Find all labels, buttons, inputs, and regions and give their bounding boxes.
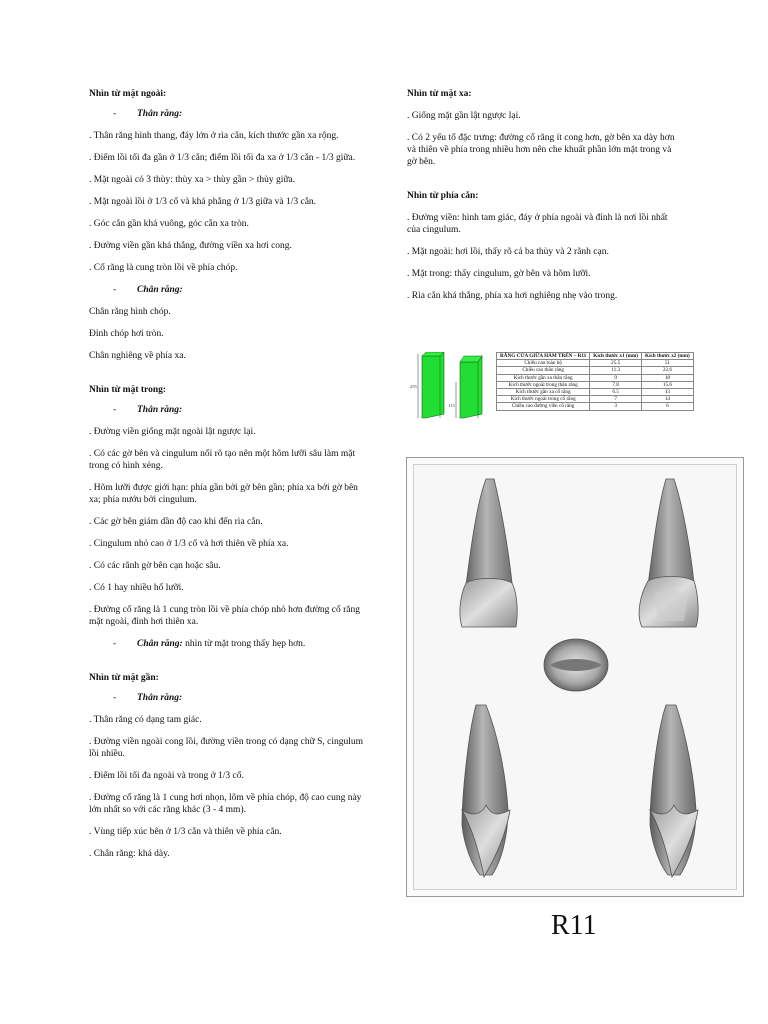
spacer <box>89 230 364 240</box>
table-row <box>497 396 694 403</box>
text-paragraph: . Đường cổ răng là 1 cung tròn lồi về phía chóp nhỏ hơn đường cổ răng mặt ngoài, đỉnh hơi thiên xa. <box>89 605 360 627</box>
spacer <box>89 164 364 174</box>
block-left <box>422 352 444 418</box>
spacer <box>89 528 364 538</box>
text-paragraph: . Giống mặt gần lật ngược lại. <box>407 111 521 121</box>
tooth-drawings <box>414 465 738 891</box>
subsection-text: nhìn từ mặt trong thấy hẹp hơn. <box>182 639 306 649</box>
spacer <box>89 100 364 108</box>
illustration-panel <box>413 464 737 890</box>
text-paragraph: . Cổ răng là cung tròn lồi về phía chóp. <box>89 263 238 273</box>
text-paragraph: . Đường viền: hình tam giác, đáy ở phía ngoài và đỉnh là nơi lồi nhất của cingulum. <box>407 213 668 235</box>
spacer <box>89 838 364 848</box>
subsection-heading <box>89 108 364 120</box>
table-row <box>497 360 694 367</box>
text-paragraph: . Đường viền ngoài cong lồi, đường viền trong có dạng chữ S, cingulum lồi nhiều. <box>89 737 364 759</box>
block-right-top <box>460 356 482 362</box>
table-cell: 51 <box>642 360 694 367</box>
text-paragraph: . Cingulum nhỏ cao ở 1/3 cổ và hơi thiên về phía xa. <box>89 539 289 549</box>
subsection-label: Chân răng: <box>137 285 183 295</box>
section-heading: Nhìn từ phía cắn: <box>407 191 479 201</box>
text-paragraph: . Điểm lồi tối đa ngoài và trong ở 1/3 cổ. <box>89 771 244 781</box>
text-paragraph: . Mặt trong: thấy cingulum, gờ bên và hõm lưỡi. <box>407 269 591 279</box>
bullet-dash: - <box>113 639 117 649</box>
spacer <box>89 208 364 218</box>
table-header-cell: RĂNG CỬA GIỮA HÀM TRÊN – R11 <box>497 353 590 360</box>
spacer <box>89 506 364 516</box>
table-cell: Chiều cao toàn bộ <box>497 360 590 367</box>
spacer <box>407 202 682 212</box>
block-right <box>460 356 482 418</box>
text-paragraph: . Mặt ngoài có 3 thùy: thùy xa > thùy gần > thùy giữa. <box>89 175 296 185</box>
table-cell: 3 <box>590 403 642 410</box>
table-cell: Chiều cao thân răng <box>497 367 590 374</box>
table-cell: 7.8 <box>590 381 642 388</box>
tooth-illustration-frame <box>406 457 744 897</box>
text-paragraph: . Chân răng: khá dày. <box>89 849 170 859</box>
table-cell: Chiều cao đường viền cổ răng <box>497 403 590 410</box>
table-header-cell: Kích thước x2 (mm) <box>642 353 694 360</box>
spacer <box>407 122 682 132</box>
table-cell: Kích thước ngoài trong thân răng <box>497 381 590 388</box>
table-header-row <box>497 353 694 360</box>
spacer <box>89 684 364 692</box>
spacer <box>89 396 364 404</box>
table-cell: Kích thước ngoài trong cổ răng <box>497 396 590 403</box>
text-paragraph: . Các gờ bên giảm dần độ cao khi đến rìa cắn. <box>89 517 263 527</box>
text-paragraph: Chân nghiêng về phía xa. <box>89 351 186 361</box>
table-cell: 15.6 <box>642 381 694 388</box>
spacer <box>89 186 364 196</box>
subsection-label: Chân răng: <box>137 639 183 649</box>
spacer <box>89 816 364 826</box>
section-heading: Nhìn từ mặt trong: <box>89 385 167 395</box>
table-cell: 11.3 <box>590 367 642 374</box>
spacer <box>89 628 364 638</box>
text-paragraph: . Vùng tiếp xúc bên ở 1/3 cắn và thiên về phía cắn. <box>89 827 282 837</box>
spacer <box>89 438 364 448</box>
tooth-incisal-view <box>544 639 608 691</box>
table-cell: 18 <box>642 374 694 381</box>
text-paragraph: . Thân răng hình thang, đáy lớn ở rìa cắn, kích thước gần xa rộng. <box>89 131 339 141</box>
spacer <box>89 472 364 482</box>
text-paragraph: . Thân răng có dạng tam giác. <box>89 715 202 725</box>
table-cell: 9 <box>590 374 642 381</box>
text-paragraph: . Điểm lồi tối đa gần ở 1/3 cắn; điểm lồi tối đa xa ở 1/3 cắn - 1/3 giữa. <box>89 153 356 163</box>
text-paragraph: . Góc cắn gần khá vuông, góc cắn xa tròn. <box>89 219 249 229</box>
text-paragraph: . Mặt ngoài: hơi lồi, thấy rõ cả ba thùy và 2 rãnh cạn. <box>407 247 609 257</box>
spacer <box>89 572 364 582</box>
table-row <box>497 367 694 374</box>
block-left-top <box>422 352 444 356</box>
spacer <box>89 550 364 560</box>
spacer <box>89 594 364 604</box>
spacer <box>89 252 364 262</box>
spacer <box>89 274 364 284</box>
text-paragraph: . Có 2 yếu tố đặc trưng: đường cổ răng ít cong hơn, gờ bên xa dày hơn và thiên về phía trong nhiều hơn nên che khuất phần lớn mặt trong và gờ bên. <box>407 133 675 167</box>
subsection-heading <box>89 692 364 704</box>
spacer <box>89 318 364 328</box>
bullet-dash: - <box>113 405 117 415</box>
spacer <box>407 100 682 110</box>
table-cell: Kích thước gần xa cổ răng <box>497 389 590 396</box>
bullet-dash: - <box>113 693 117 703</box>
spacer <box>89 120 364 130</box>
total-height-label: 255 <box>410 384 417 389</box>
table-row <box>497 403 694 410</box>
table-cell: 6.5 <box>590 389 642 396</box>
subsection-label: Thân răng: <box>137 109 183 119</box>
text-paragraph: Đỉnh chóp hơi tròn. <box>89 329 164 339</box>
table-header-cell: Kích thước x1 (mm) <box>590 353 642 360</box>
table-row <box>497 381 694 388</box>
text-paragraph: Chân răng hình chóp. <box>89 307 171 317</box>
table-cell: 7 <box>590 396 642 403</box>
text-paragraph: . Đường viền giống mặt ngoài lật ngược lại. <box>89 427 256 437</box>
table-cell: 14 <box>642 396 694 403</box>
text-paragraph: . Hõm lưỡi được giới hạn: phía gần bởi gờ bên gần; phía xa bởi gờ bên xa; phía nướu bởi cingulum. <box>89 483 358 505</box>
tooth-distal-view <box>650 705 698 877</box>
spacer <box>407 236 682 246</box>
section-heading: Nhìn từ mặt xa: <box>407 89 472 99</box>
spacer <box>89 760 364 770</box>
spacer <box>89 782 364 792</box>
bullet-dash: - <box>113 285 117 295</box>
tooth-lingual-view <box>639 479 698 627</box>
spacer <box>407 168 682 190</box>
text-paragraph: . Có 1 hay nhiều hố lưỡi. <box>89 583 184 593</box>
table-row <box>497 374 694 381</box>
spacer <box>89 142 364 152</box>
spacer <box>89 340 364 350</box>
text-paragraph: . Có các gờ bên và cingulum nổi rõ tạo nên một hõm lưỡi sâu làm mặt trong có hình xẻng. <box>89 449 356 471</box>
tooth-dimension-figure <box>410 352 760 427</box>
text-paragraph: . Mặt ngoài lồi ở 1/3 cổ và khá phẳng ở 1/3 giữa và 1/3 cắn. <box>89 197 317 207</box>
subsection-heading <box>89 404 364 416</box>
tooth-facial-view <box>460 479 517 627</box>
left-text-column <box>89 88 364 860</box>
table-cell: 25.5 <box>590 360 642 367</box>
table-cell: 22.6 <box>642 367 694 374</box>
spacer <box>407 280 682 290</box>
subsection-heading <box>89 284 364 296</box>
tooth-block-diagram <box>410 352 494 427</box>
spacer <box>89 296 364 306</box>
right-text-column <box>407 88 682 302</box>
table-cell: 6 <box>642 403 694 410</box>
crown-height-label: 113 <box>448 403 455 408</box>
table-row <box>497 389 694 396</box>
text-paragraph: . Rìa cắn khá thẳng, phía xa hơi nghiêng nhẹ vào trong. <box>407 291 618 301</box>
spacer <box>89 650 364 672</box>
text-paragraph: . Đường cổ răng là 1 cung hơi nhọn, lõm về phía chóp, độ cao cung này lớn nhất so với các răng khác (3 - 4 mm). <box>89 793 362 815</box>
spacer <box>89 704 364 714</box>
subsection-label: Thân răng: <box>137 693 183 703</box>
text-paragraph: . Đường viền gần khá thẳng, đường viền xa hơi cong. <box>89 241 292 251</box>
table-cell: 13 <box>642 389 694 396</box>
section-heading: Nhìn từ mặt ngoài: <box>89 89 167 99</box>
subsection-heading <box>89 638 364 650</box>
subsection-label: Thân răng: <box>137 405 183 415</box>
spacer <box>89 726 364 736</box>
spacer <box>407 258 682 268</box>
table-cell: Kích thước gần xa thân răng <box>497 374 590 381</box>
tooth-mesial-view <box>462 705 510 877</box>
spacer <box>89 362 364 384</box>
bullet-dash: - <box>113 109 117 119</box>
dimension-table <box>496 352 694 411</box>
figure-caption: R11 <box>551 910 597 941</box>
spacer <box>89 416 364 426</box>
section-heading: Nhìn từ mặt gần: <box>89 673 159 683</box>
text-paragraph: . Có các rãnh gờ bên cạn hoặc sâu. <box>89 561 221 571</box>
